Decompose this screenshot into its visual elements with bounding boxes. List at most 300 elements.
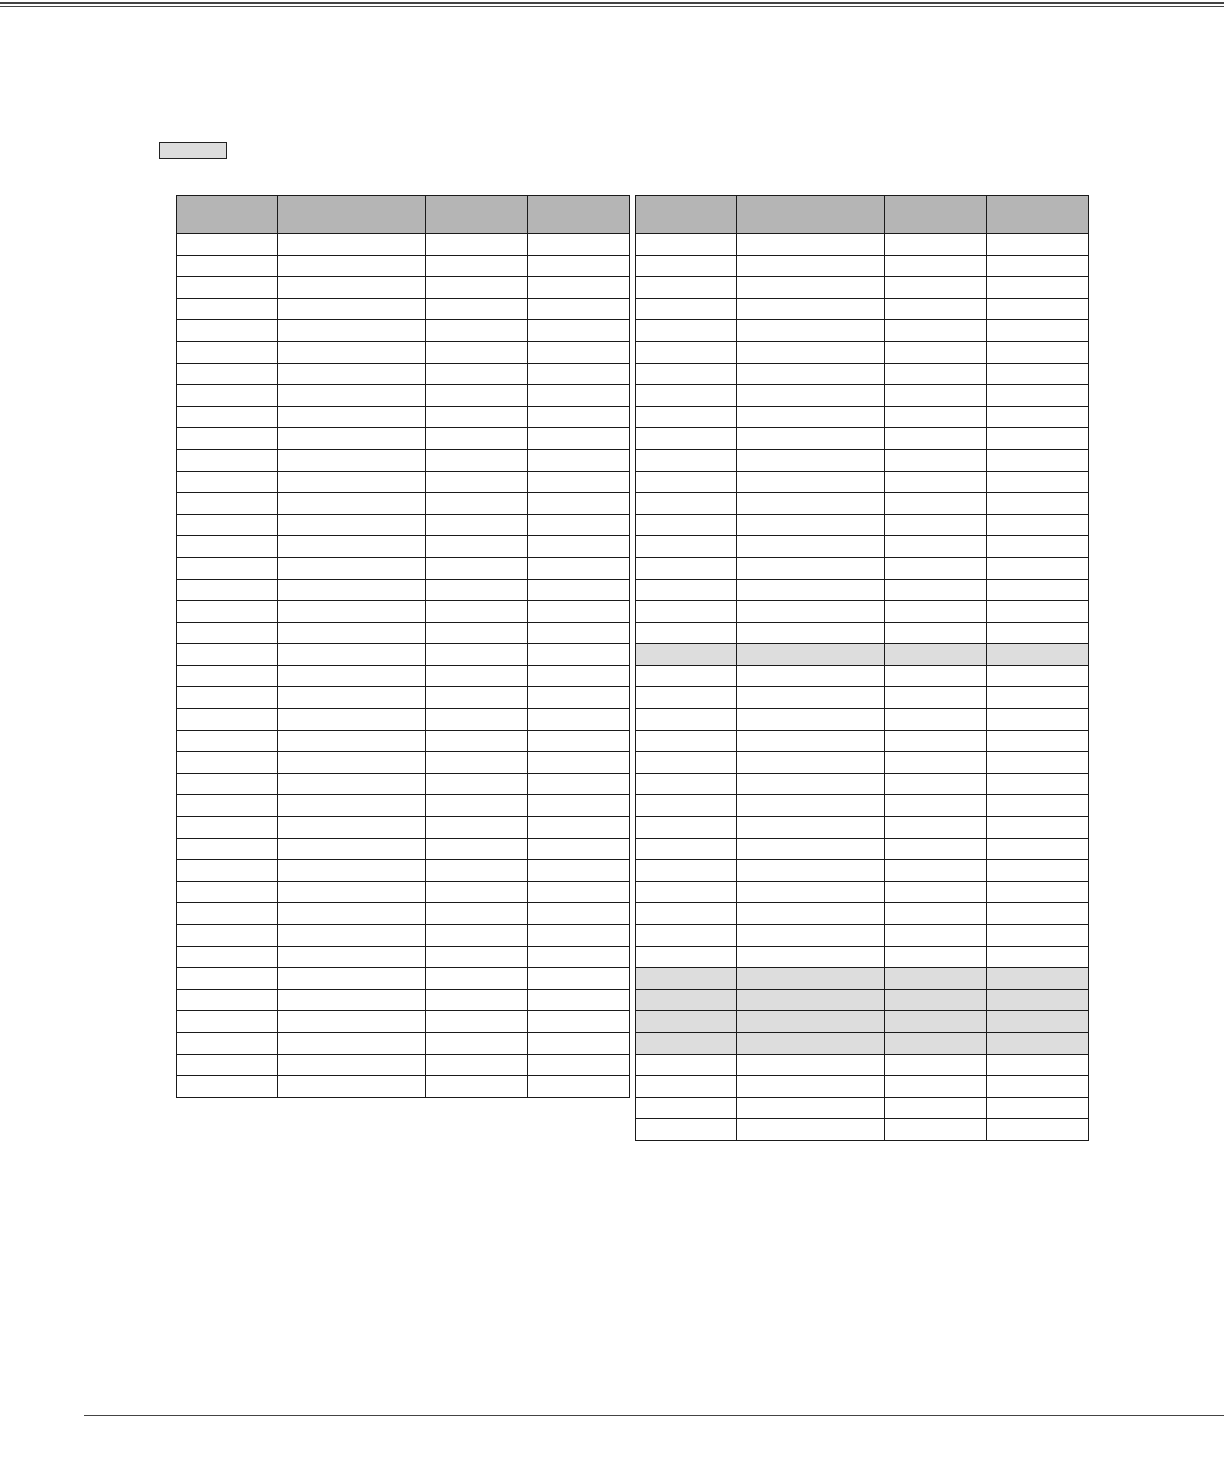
table-cell bbox=[177, 1011, 278, 1033]
table-row bbox=[636, 752, 1089, 774]
table-cell bbox=[278, 557, 426, 579]
table-cell bbox=[987, 579, 1089, 601]
table-row bbox=[636, 622, 1089, 644]
table-cell bbox=[885, 665, 987, 687]
table-cell bbox=[528, 493, 630, 515]
table-row bbox=[177, 1054, 630, 1076]
table-cell bbox=[636, 557, 737, 579]
table-cell bbox=[426, 730, 528, 752]
table-cell bbox=[528, 341, 630, 363]
table-cell bbox=[426, 752, 528, 774]
table-cell bbox=[885, 925, 987, 947]
table-row bbox=[177, 925, 630, 947]
table-cell bbox=[177, 925, 278, 947]
table-cell bbox=[177, 1032, 278, 1054]
table-cell bbox=[987, 838, 1089, 860]
table-cell bbox=[636, 860, 737, 882]
table-cell bbox=[177, 730, 278, 752]
table-cell bbox=[278, 860, 426, 882]
table-row bbox=[636, 687, 1089, 709]
table-cell bbox=[737, 406, 885, 428]
table-cell bbox=[987, 601, 1089, 623]
table-row bbox=[177, 1011, 630, 1033]
table-row bbox=[636, 277, 1089, 299]
table-cell bbox=[528, 1076, 630, 1098]
table-row bbox=[636, 536, 1089, 558]
table-cell bbox=[737, 730, 885, 752]
table-row bbox=[636, 860, 1089, 882]
table-cell bbox=[636, 449, 737, 471]
table-cell bbox=[177, 514, 278, 536]
table-row bbox=[636, 903, 1089, 925]
table-row bbox=[636, 817, 1089, 839]
table-cell bbox=[177, 406, 278, 428]
table-cell bbox=[636, 903, 737, 925]
table-cell bbox=[987, 903, 1089, 925]
table-cell bbox=[987, 320, 1089, 342]
table-cell bbox=[278, 622, 426, 644]
table-row bbox=[177, 795, 630, 817]
table-cell bbox=[177, 234, 278, 256]
table-cell bbox=[278, 1076, 426, 1098]
table-cell bbox=[528, 860, 630, 882]
top-rule-thin bbox=[0, 6, 1224, 7]
table-cell bbox=[737, 989, 885, 1011]
table-cell bbox=[987, 234, 1089, 256]
table-cell bbox=[278, 773, 426, 795]
section-label-box bbox=[159, 142, 227, 159]
table-cell bbox=[528, 406, 630, 428]
table-cell bbox=[278, 471, 426, 493]
table-row bbox=[177, 687, 630, 709]
table-cell bbox=[885, 1076, 987, 1098]
table-cell bbox=[885, 1054, 987, 1076]
table-cell bbox=[426, 687, 528, 709]
table-row bbox=[636, 968, 1089, 990]
table-cell bbox=[987, 752, 1089, 774]
table-row bbox=[636, 989, 1089, 1011]
table-cell bbox=[636, 277, 737, 299]
table-cell bbox=[987, 687, 1089, 709]
table-row bbox=[177, 536, 630, 558]
spec-table-right bbox=[635, 195, 1089, 1141]
table-row bbox=[636, 709, 1089, 731]
table-row bbox=[636, 795, 1089, 817]
column-header bbox=[636, 196, 737, 234]
table-row bbox=[177, 817, 630, 839]
table-cell bbox=[528, 687, 630, 709]
table-cell bbox=[278, 341, 426, 363]
table-cell bbox=[737, 925, 885, 947]
table-cell bbox=[426, 428, 528, 450]
table-cell bbox=[528, 881, 630, 903]
table-cell bbox=[528, 471, 630, 493]
table-cell bbox=[737, 709, 885, 731]
table-cell bbox=[885, 1032, 987, 1054]
table-cell bbox=[426, 881, 528, 903]
table-cell bbox=[426, 795, 528, 817]
table-cell bbox=[737, 1032, 885, 1054]
table-cell bbox=[885, 946, 987, 968]
table-row bbox=[636, 773, 1089, 795]
table-cell bbox=[426, 773, 528, 795]
table-cell bbox=[528, 385, 630, 407]
table-row bbox=[636, 298, 1089, 320]
table-cell bbox=[177, 557, 278, 579]
table-cell bbox=[528, 795, 630, 817]
table-row bbox=[636, 1054, 1089, 1076]
table-row bbox=[636, 363, 1089, 385]
table-cell bbox=[278, 1054, 426, 1076]
table-row bbox=[177, 860, 630, 882]
table-cell bbox=[426, 255, 528, 277]
table-cell bbox=[528, 925, 630, 947]
table-cell bbox=[177, 817, 278, 839]
table-cell bbox=[737, 860, 885, 882]
table-cell bbox=[636, 406, 737, 428]
table-cell bbox=[987, 1119, 1089, 1141]
table-row bbox=[177, 730, 630, 752]
table-row bbox=[636, 946, 1089, 968]
table-cell bbox=[278, 730, 426, 752]
table-cell bbox=[278, 881, 426, 903]
table-cell bbox=[528, 773, 630, 795]
table-cell bbox=[426, 493, 528, 515]
table-cell bbox=[528, 752, 630, 774]
table-cell bbox=[278, 536, 426, 558]
table-cell bbox=[177, 838, 278, 860]
table-cell bbox=[278, 795, 426, 817]
table-cell bbox=[528, 946, 630, 968]
table-cell bbox=[987, 622, 1089, 644]
table-cell bbox=[426, 449, 528, 471]
table-cell bbox=[177, 341, 278, 363]
table-cell bbox=[426, 320, 528, 342]
table-cell bbox=[528, 622, 630, 644]
table-cell bbox=[636, 752, 737, 774]
table-cell bbox=[426, 341, 528, 363]
table-cell bbox=[737, 341, 885, 363]
table-cell bbox=[885, 255, 987, 277]
table-row bbox=[177, 579, 630, 601]
top-rule bbox=[0, 2, 1224, 4]
table-cell bbox=[987, 428, 1089, 450]
table-cell bbox=[885, 1097, 987, 1119]
table-row bbox=[636, 1032, 1089, 1054]
table-cell bbox=[528, 1011, 630, 1033]
column-header bbox=[987, 196, 1089, 234]
table-cell bbox=[177, 428, 278, 450]
table-cell bbox=[278, 968, 426, 990]
table-cell bbox=[737, 644, 885, 666]
table-cell bbox=[426, 1032, 528, 1054]
table-cell bbox=[177, 860, 278, 882]
table-cell bbox=[278, 234, 426, 256]
table-row bbox=[636, 1119, 1089, 1141]
table-cell bbox=[987, 925, 1089, 947]
table-cell bbox=[177, 903, 278, 925]
table-row bbox=[177, 406, 630, 428]
table-cell bbox=[636, 665, 737, 687]
table-cell bbox=[278, 1011, 426, 1033]
table-cell bbox=[885, 817, 987, 839]
table-cell bbox=[885, 449, 987, 471]
table-cell bbox=[528, 255, 630, 277]
table-cell bbox=[636, 968, 737, 990]
table-cell bbox=[885, 341, 987, 363]
table-cell bbox=[177, 1076, 278, 1098]
table-row bbox=[636, 471, 1089, 493]
table-row bbox=[636, 320, 1089, 342]
table-cell bbox=[885, 385, 987, 407]
table-cell bbox=[426, 363, 528, 385]
table-cell bbox=[426, 536, 528, 558]
table-cell bbox=[177, 471, 278, 493]
table-cell bbox=[177, 363, 278, 385]
table-cell bbox=[177, 385, 278, 407]
table-cell bbox=[636, 773, 737, 795]
table-row bbox=[177, 234, 630, 256]
table-cell bbox=[528, 277, 630, 299]
table-cell bbox=[737, 601, 885, 623]
table-cell bbox=[426, 1011, 528, 1033]
table-cell bbox=[426, 925, 528, 947]
table-row bbox=[636, 449, 1089, 471]
table-cell bbox=[885, 795, 987, 817]
table-cell bbox=[636, 493, 737, 515]
table-cell bbox=[528, 817, 630, 839]
table-cell bbox=[737, 536, 885, 558]
table-row bbox=[636, 601, 1089, 623]
table-body bbox=[177, 234, 630, 1098]
table-cell bbox=[177, 277, 278, 299]
table-cell bbox=[885, 989, 987, 1011]
table-row bbox=[636, 1011, 1089, 1033]
table-cell bbox=[426, 665, 528, 687]
table-cell bbox=[528, 514, 630, 536]
table-cell bbox=[636, 1011, 737, 1033]
table-cell bbox=[278, 320, 426, 342]
table-cell bbox=[278, 493, 426, 515]
table-cell bbox=[426, 514, 528, 536]
table-cell bbox=[278, 385, 426, 407]
table-cell bbox=[885, 514, 987, 536]
table-cell bbox=[177, 320, 278, 342]
table-cell bbox=[528, 730, 630, 752]
table-cell bbox=[885, 644, 987, 666]
table-cell bbox=[528, 234, 630, 256]
table-cell bbox=[737, 363, 885, 385]
table-cell bbox=[636, 795, 737, 817]
table-cell bbox=[737, 449, 885, 471]
table-cell bbox=[737, 817, 885, 839]
table-cell bbox=[177, 579, 278, 601]
table-cell bbox=[528, 449, 630, 471]
table-cell bbox=[885, 752, 987, 774]
table-cell bbox=[636, 514, 737, 536]
table-cell bbox=[426, 471, 528, 493]
table-cell bbox=[278, 255, 426, 277]
table-cell bbox=[987, 406, 1089, 428]
table-cell bbox=[426, 579, 528, 601]
table-cell bbox=[636, 536, 737, 558]
table-header-row bbox=[177, 196, 630, 234]
table-row bbox=[177, 320, 630, 342]
table-cell bbox=[987, 989, 1089, 1011]
table-row bbox=[177, 277, 630, 299]
table-row bbox=[636, 341, 1089, 363]
table-cell bbox=[885, 860, 987, 882]
table-cell bbox=[737, 622, 885, 644]
table-cell bbox=[885, 536, 987, 558]
table-cell bbox=[278, 601, 426, 623]
table-cell bbox=[987, 946, 1089, 968]
table-cell bbox=[636, 644, 737, 666]
table-cell bbox=[987, 493, 1089, 515]
table-cell bbox=[278, 817, 426, 839]
table-cell bbox=[177, 665, 278, 687]
table-cell bbox=[528, 601, 630, 623]
table-row bbox=[177, 471, 630, 493]
table-row bbox=[177, 385, 630, 407]
table-row bbox=[177, 989, 630, 1011]
table-cell bbox=[737, 968, 885, 990]
table-cell bbox=[885, 471, 987, 493]
table-cell bbox=[528, 709, 630, 731]
table-cell bbox=[278, 687, 426, 709]
table-row bbox=[177, 255, 630, 277]
table-cell bbox=[737, 1119, 885, 1141]
table-cell bbox=[278, 752, 426, 774]
table-cell bbox=[987, 536, 1089, 558]
table-row bbox=[636, 730, 1089, 752]
table-cell bbox=[737, 1054, 885, 1076]
table-cell bbox=[426, 903, 528, 925]
table-cell bbox=[528, 903, 630, 925]
table-row bbox=[177, 968, 630, 990]
table-cell bbox=[177, 989, 278, 1011]
table-row bbox=[636, 644, 1089, 666]
table-cell bbox=[737, 514, 885, 536]
table-cell bbox=[278, 989, 426, 1011]
table-cell bbox=[737, 579, 885, 601]
table-cell bbox=[177, 622, 278, 644]
table-cell bbox=[885, 838, 987, 860]
table-cell bbox=[737, 881, 885, 903]
table-cell bbox=[885, 428, 987, 450]
table-cell bbox=[636, 1054, 737, 1076]
table-cell bbox=[987, 298, 1089, 320]
table-cell bbox=[528, 968, 630, 990]
table-cell bbox=[177, 255, 278, 277]
table-cell bbox=[987, 773, 1089, 795]
table-cell bbox=[278, 449, 426, 471]
table-cell bbox=[987, 557, 1089, 579]
table-row bbox=[636, 428, 1089, 450]
table-row bbox=[636, 1076, 1089, 1098]
table-cell bbox=[885, 493, 987, 515]
table-cell bbox=[426, 298, 528, 320]
table-cell bbox=[737, 298, 885, 320]
table-cell bbox=[426, 277, 528, 299]
table-cell bbox=[885, 601, 987, 623]
table-cell bbox=[987, 385, 1089, 407]
table-cell bbox=[987, 709, 1089, 731]
table-cell bbox=[636, 925, 737, 947]
table-cell bbox=[528, 838, 630, 860]
table-cell bbox=[636, 255, 737, 277]
table-cell bbox=[987, 255, 1089, 277]
table-cell bbox=[737, 795, 885, 817]
table-cell bbox=[885, 881, 987, 903]
table-cell bbox=[426, 557, 528, 579]
table-cell bbox=[636, 341, 737, 363]
table-cell bbox=[426, 385, 528, 407]
table-cell bbox=[737, 493, 885, 515]
table-cell bbox=[987, 817, 1089, 839]
table-cell bbox=[426, 817, 528, 839]
table-row bbox=[177, 1076, 630, 1098]
table-row bbox=[636, 385, 1089, 407]
table-cell bbox=[278, 925, 426, 947]
table-cell bbox=[737, 946, 885, 968]
bottom-rule bbox=[84, 1415, 1224, 1416]
table-cell bbox=[987, 860, 1089, 882]
table-cell bbox=[426, 946, 528, 968]
table-cell bbox=[737, 385, 885, 407]
table-row bbox=[177, 881, 630, 903]
table-cell bbox=[987, 644, 1089, 666]
table-cell bbox=[987, 1097, 1089, 1119]
table-cell bbox=[737, 277, 885, 299]
table-cell bbox=[636, 730, 737, 752]
table-cell bbox=[278, 644, 426, 666]
table-row bbox=[177, 903, 630, 925]
table-cell bbox=[177, 493, 278, 515]
table-cell bbox=[426, 838, 528, 860]
table-cell bbox=[987, 1076, 1089, 1098]
table-cell bbox=[737, 1097, 885, 1119]
table-cell bbox=[278, 514, 426, 536]
table-cell bbox=[885, 298, 987, 320]
table-cell bbox=[885, 622, 987, 644]
table-row bbox=[177, 665, 630, 687]
table-cell bbox=[528, 363, 630, 385]
table-row bbox=[177, 449, 630, 471]
table-cell bbox=[987, 1032, 1089, 1054]
table-row bbox=[177, 514, 630, 536]
table-cell bbox=[528, 536, 630, 558]
column-header bbox=[885, 196, 987, 234]
table-cell bbox=[987, 665, 1089, 687]
table-cell bbox=[177, 773, 278, 795]
table-cell bbox=[636, 881, 737, 903]
table-cell bbox=[636, 320, 737, 342]
table-cell bbox=[278, 946, 426, 968]
table-cell bbox=[528, 665, 630, 687]
table-cell bbox=[885, 709, 987, 731]
table-cell bbox=[737, 471, 885, 493]
table-row bbox=[636, 925, 1089, 947]
table-cell bbox=[636, 234, 737, 256]
table-cell bbox=[528, 989, 630, 1011]
table-cell bbox=[737, 903, 885, 925]
table-cell bbox=[177, 449, 278, 471]
table-cell bbox=[737, 687, 885, 709]
table-cell bbox=[278, 406, 426, 428]
table-cell bbox=[885, 406, 987, 428]
table-row bbox=[177, 601, 630, 623]
